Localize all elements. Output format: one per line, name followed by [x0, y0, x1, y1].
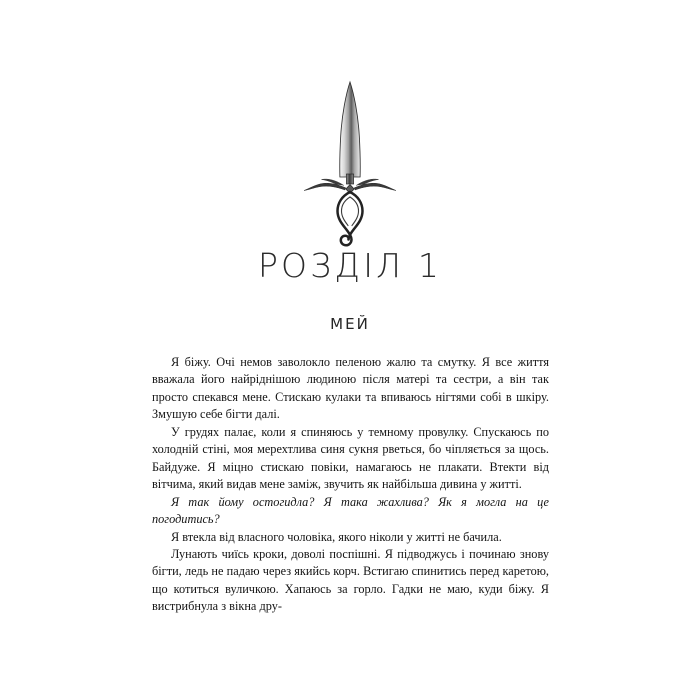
- chapter-body: [152, 354, 549, 616]
- dagger-hilt-inner-left: [342, 197, 351, 226]
- chapter-subtitle: МЕЙ: [330, 315, 370, 333]
- body-paragraph-italic: Я так йому остогидла? Я така жахлива? Як я могла на це погодитись?: [152, 494, 549, 527]
- body-paragraph: У грудях палає, коли я спиняюсь у темному провулку. Спускаюсь по холодній стіні, моя мерехтлива синя сукня рветься, бо чіпляється за щось. Байдуже. Я міцно стискаю повіки, намагаюсь не плакати. Втекти від вітчима, який видав мене заміж, звучить як найбільша дивина у житті.: [152, 424, 549, 492]
- dagger-hilt-inner-right: [350, 197, 359, 226]
- body-paragraph: Я біжу. Очі немов заволокло пеленою жалю та смутку. Я все життя вважала його найріднішою людиною після матері та сестри, а він так просто спекався мене. Стискаю кулаки та впиваюсь нігтями собі в шкіру. Змушую себе бігти далі.: [152, 355, 549, 422]
- dagger-ornament-svg: [290, 78, 410, 248]
- dagger-ricasso: [346, 174, 353, 184]
- body-paragraph: Лунають чиїсь кроки, доволі поспішні. Я підводжусь і починаю знову бігти, ледь не падаю через якийсь корч. Встигаю спинитись перед каретою, що котиться вуличкою. Хапаюсь за горло. Гадки не маю, куди біжу. Я вистрибнула з вікна дру-: [152, 546, 549, 614]
- dagger-ornament: [0, 78, 700, 248]
- chapter-title: РОЗДІЛ 1: [257, 246, 443, 285]
- body-paragraph: Я втекла від власного чоловіка, якого ніколи у житті не бачила.: [171, 529, 502, 544]
- dagger-hilt-swirl-right: [349, 192, 363, 240]
